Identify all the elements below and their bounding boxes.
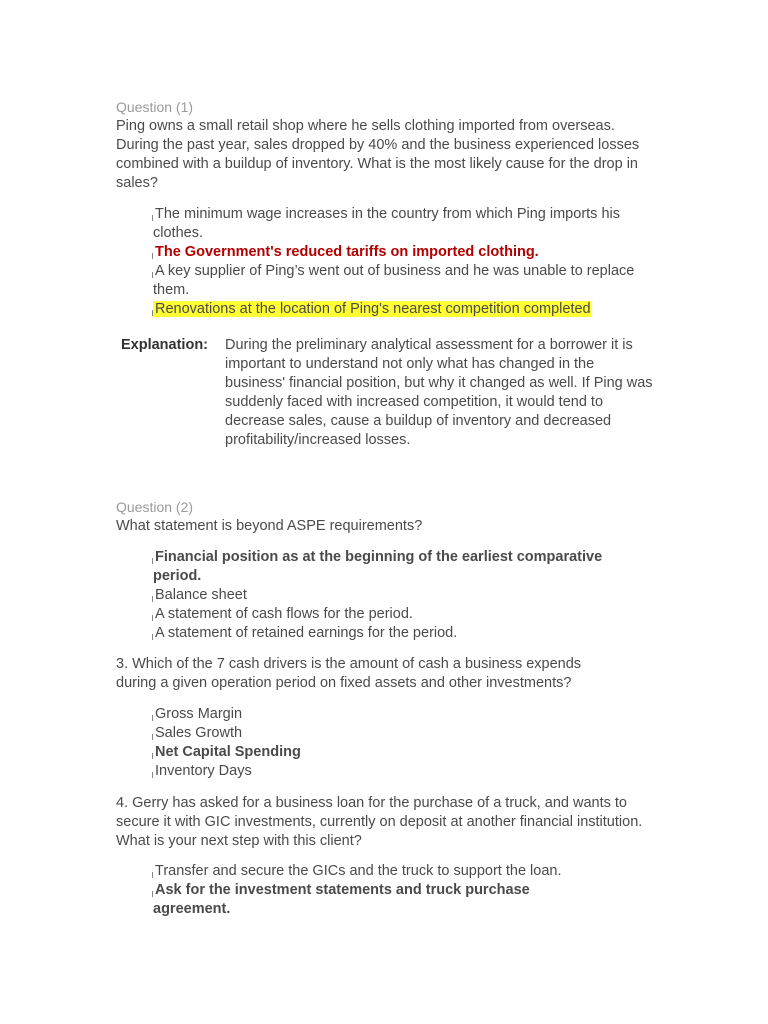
question-4-options [153, 862, 593, 919]
question-2-label: Question (2) [116, 499, 194, 515]
explanation-text: During the preliminary analytical assessment for a borrower it is important to understand not only what has changed in the business' financial position, but why it changed as well. If Ping was suddenly faced with increased competition, it would tend to decrease sales, cause a buildup of inventory and decreased profitability/increased losses. [225, 337, 653, 448]
option-item-highlighted[interactable]: Renovations at the location of Ping's nearest competition completed [153, 300, 653, 319]
question-3-text: 3. Which of the 7 cash drivers is the amount of cash a business expends during a given operation period on fixed assets and other investments? [116, 656, 582, 691]
option-item[interactable]: A key supplier of Ping’s went out of business and he was unable to replace them. [153, 262, 653, 300]
option-item[interactable]: A statement of cash flows for the period. [153, 605, 638, 624]
option-item[interactable]: Inventory Days [153, 762, 653, 781]
question-1-text: Ping owns a small retail shop where he sells clothing imported from overseas. During the past year, sales dropped by 40% and the business experienced losses combined with a buildup of inventory. What is the most likely cause for the drop in sales? [116, 118, 640, 191]
explanation-label: Explanation: [121, 337, 209, 353]
option-item[interactable]: The minimum wage increases in the country from which Ping imports his clothes. [153, 205, 653, 243]
question-1-label: Question (1) [116, 99, 194, 115]
question-3-options [153, 705, 653, 781]
option-item[interactable]: A statement of retained earnings for the period. [153, 624, 638, 643]
option-item[interactable]: Sales Growth [153, 724, 653, 743]
option-item-correct[interactable]: Financial position as at the beginning of the earliest comparative period. [153, 548, 638, 586]
question-2-text: What statement is beyond ASPE requirements? [116, 518, 423, 534]
option-item[interactable]: Transfer and secure the GICs and the truck to support the loan. [153, 862, 593, 881]
explanation [121, 336, 661, 450]
question-1 [116, 98, 656, 193]
question-1-options [153, 205, 653, 319]
option-item-correct[interactable]: Ask for the investment statements and truck purchase agreement. [153, 881, 593, 919]
question-4-text: 4. Gerry has asked for a business loan for the purchase of a truck, and wants to secure it with GIC investments, currently on deposit at another financial institution. What is your next step with this client? [116, 795, 643, 849]
question-2 [116, 498, 656, 536]
question-2-options [153, 548, 638, 643]
option-item-correct[interactable]: The Government's reduced tariffs on imported clothing. [153, 243, 653, 262]
option-item-correct[interactable]: Net Capital Spending [153, 743, 653, 762]
option-item[interactable]: Balance sheet [153, 586, 638, 605]
question-4 [116, 794, 651, 851]
option-item[interactable]: Gross Margin [153, 705, 653, 724]
question-3 [116, 655, 616, 693]
